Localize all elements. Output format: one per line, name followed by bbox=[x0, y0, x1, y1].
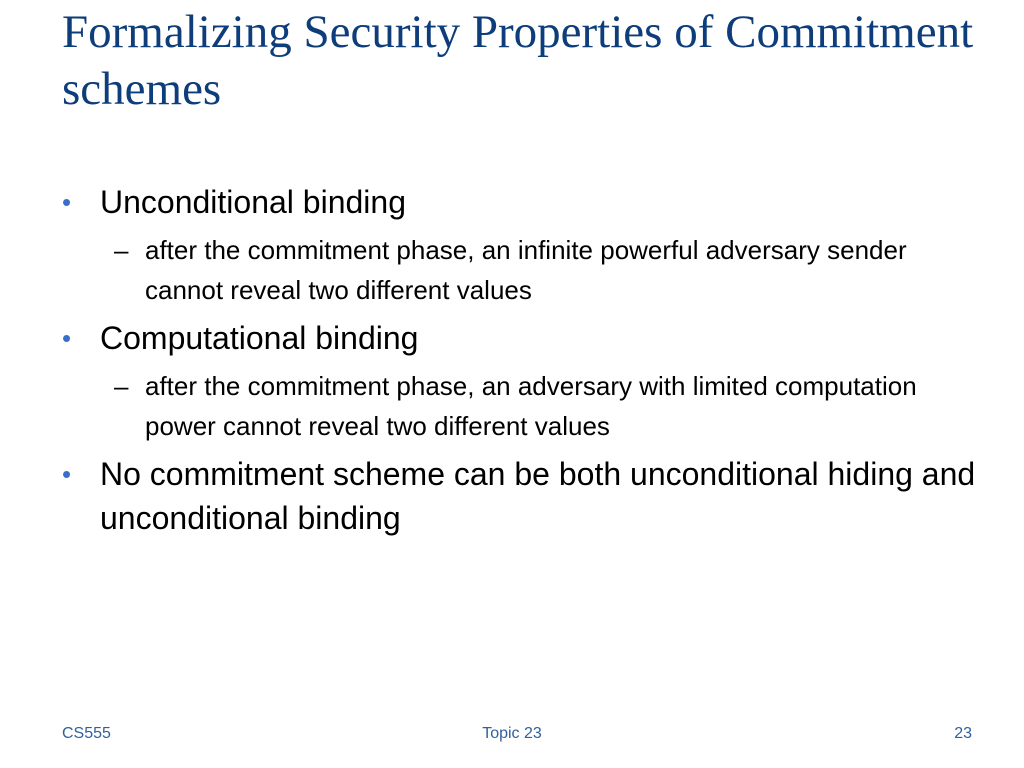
footer-page-number: 23 bbox=[954, 725, 972, 742]
footer-course: CS555 bbox=[62, 725, 111, 742]
sub-bullet-item bbox=[62, 230, 982, 310]
dash-icon: – bbox=[114, 235, 129, 265]
bullet-icon: • bbox=[62, 459, 72, 489]
bullet-text: Computational binding bbox=[100, 320, 419, 356]
sub-bullet-text: after the commitment phase, an adversary with limited computation power cannot reveal two different values bbox=[145, 371, 917, 441]
footer-topic: Topic 23 bbox=[482, 725, 542, 742]
dash-icon: – bbox=[114, 371, 129, 401]
bullet-text: Unconditional binding bbox=[100, 184, 406, 220]
bullet-text: No commitment scheme can be both unconditional hiding and unconditional binding bbox=[100, 456, 976, 536]
bullet-item bbox=[62, 452, 982, 540]
sub-list bbox=[62, 366, 982, 446]
bullet-item bbox=[62, 316, 982, 360]
bullet-icon: • bbox=[62, 323, 72, 353]
slide-body bbox=[62, 180, 982, 546]
bullet-icon: • bbox=[62, 187, 72, 217]
bullet-item bbox=[62, 180, 982, 224]
slide-title: Formalizing Security Properties of Commitment schemes bbox=[62, 6, 974, 115]
sub-list bbox=[62, 230, 982, 310]
sub-bullet-text: after the commitment phase, an infinite powerful adversary sender cannot reveal two different values bbox=[145, 235, 907, 305]
sub-bullet-item bbox=[62, 366, 982, 446]
